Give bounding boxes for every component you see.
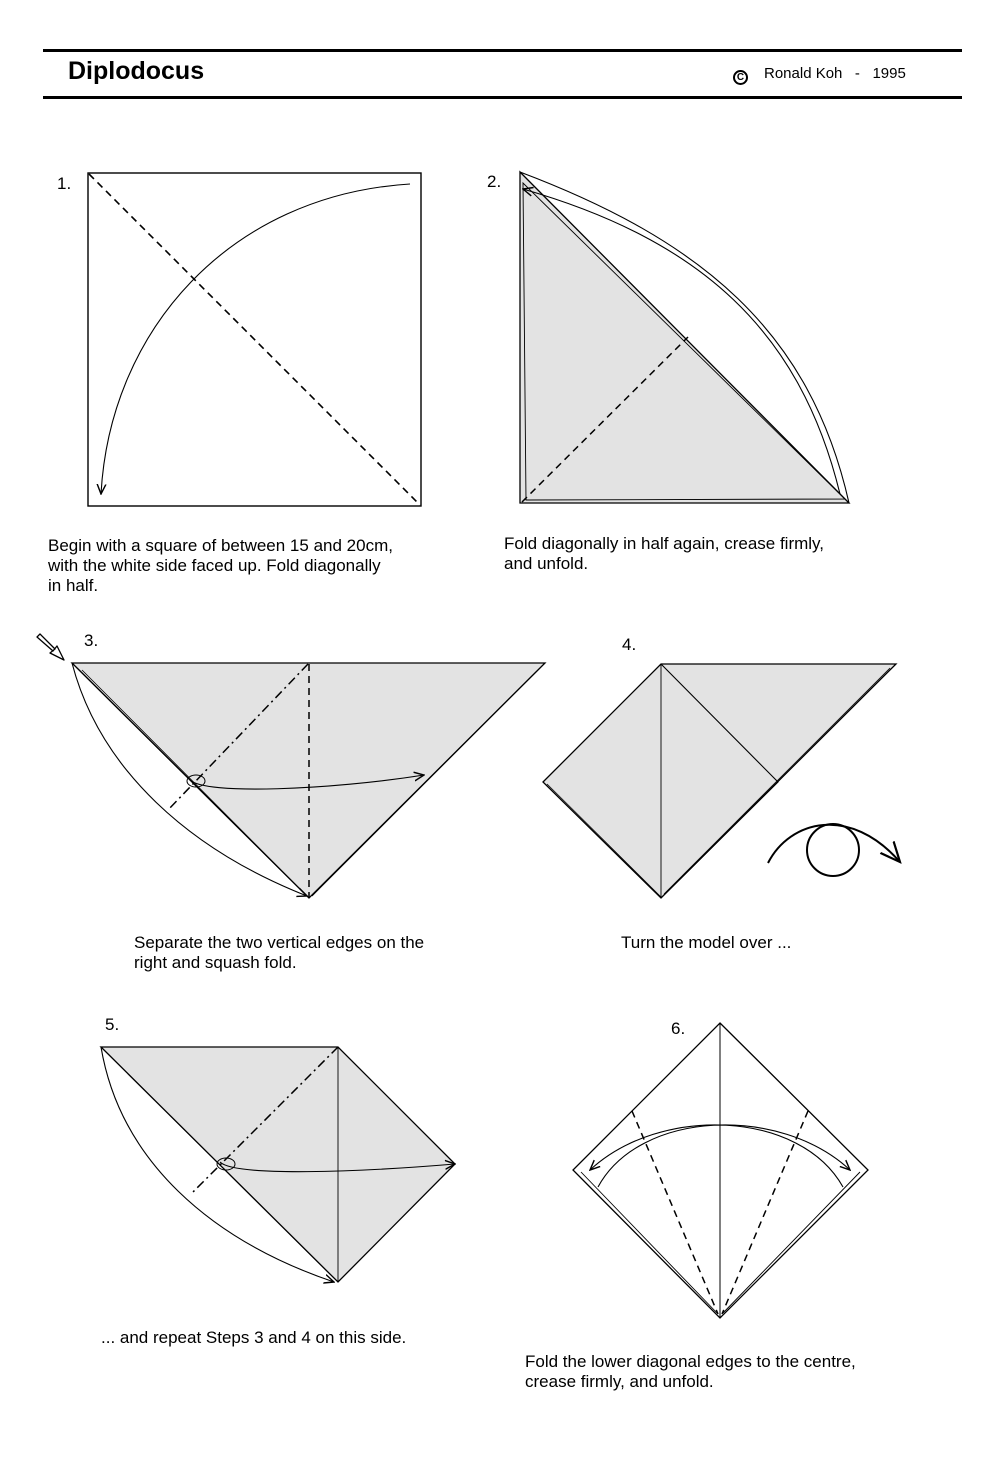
step-2-diagram (520, 172, 849, 503)
step-2-number: 2. (487, 172, 502, 191)
step-1-caption: Begin with a square of between 15 and 20cm, with the white side faced up. Fold diagonally in half. (48, 536, 393, 595)
step-5-caption: ... and repeat Steps 3 and 4 on this side. (101, 1328, 407, 1347)
push-arrow-icon (37, 634, 64, 660)
fold-arrow (101, 184, 410, 494)
step-5-number: 5. (105, 1015, 120, 1034)
page-title: Diplodocus (68, 57, 205, 85)
step-6-caption: Fold the lower diagonal edges to the centre, crease firmly, and unfold. (525, 1352, 856, 1391)
step-1-diagram (88, 173, 421, 506)
step-4-number: 4. (622, 635, 637, 654)
step-3-caption: Separate the two vertical edges on the right and squash fold. (134, 933, 425, 972)
step-6-diagram (573, 1023, 868, 1318)
turn-over-icon (768, 824, 900, 876)
copyright-icon: C (733, 70, 748, 85)
credit-separator: - (854, 65, 860, 82)
step-6-number: 6. (671, 1019, 686, 1038)
step-3-diagram (37, 634, 545, 898)
step-4-diagram (543, 664, 900, 898)
step-5-diagram (101, 1047, 455, 1282)
step-3-number: 3. (84, 631, 99, 650)
valley-fold-line (89, 174, 420, 505)
author-name: Ronald Koh (764, 65, 843, 82)
step-4-caption: Turn the model over ... (621, 933, 792, 952)
folded-shape (543, 664, 896, 898)
step-1-number: 1. (57, 174, 72, 193)
folded-triangle (520, 172, 849, 503)
credit-year: 1995 (872, 65, 906, 82)
step-2-caption: Fold diagonally in half again, crease firmly, and unfold. (504, 534, 825, 573)
